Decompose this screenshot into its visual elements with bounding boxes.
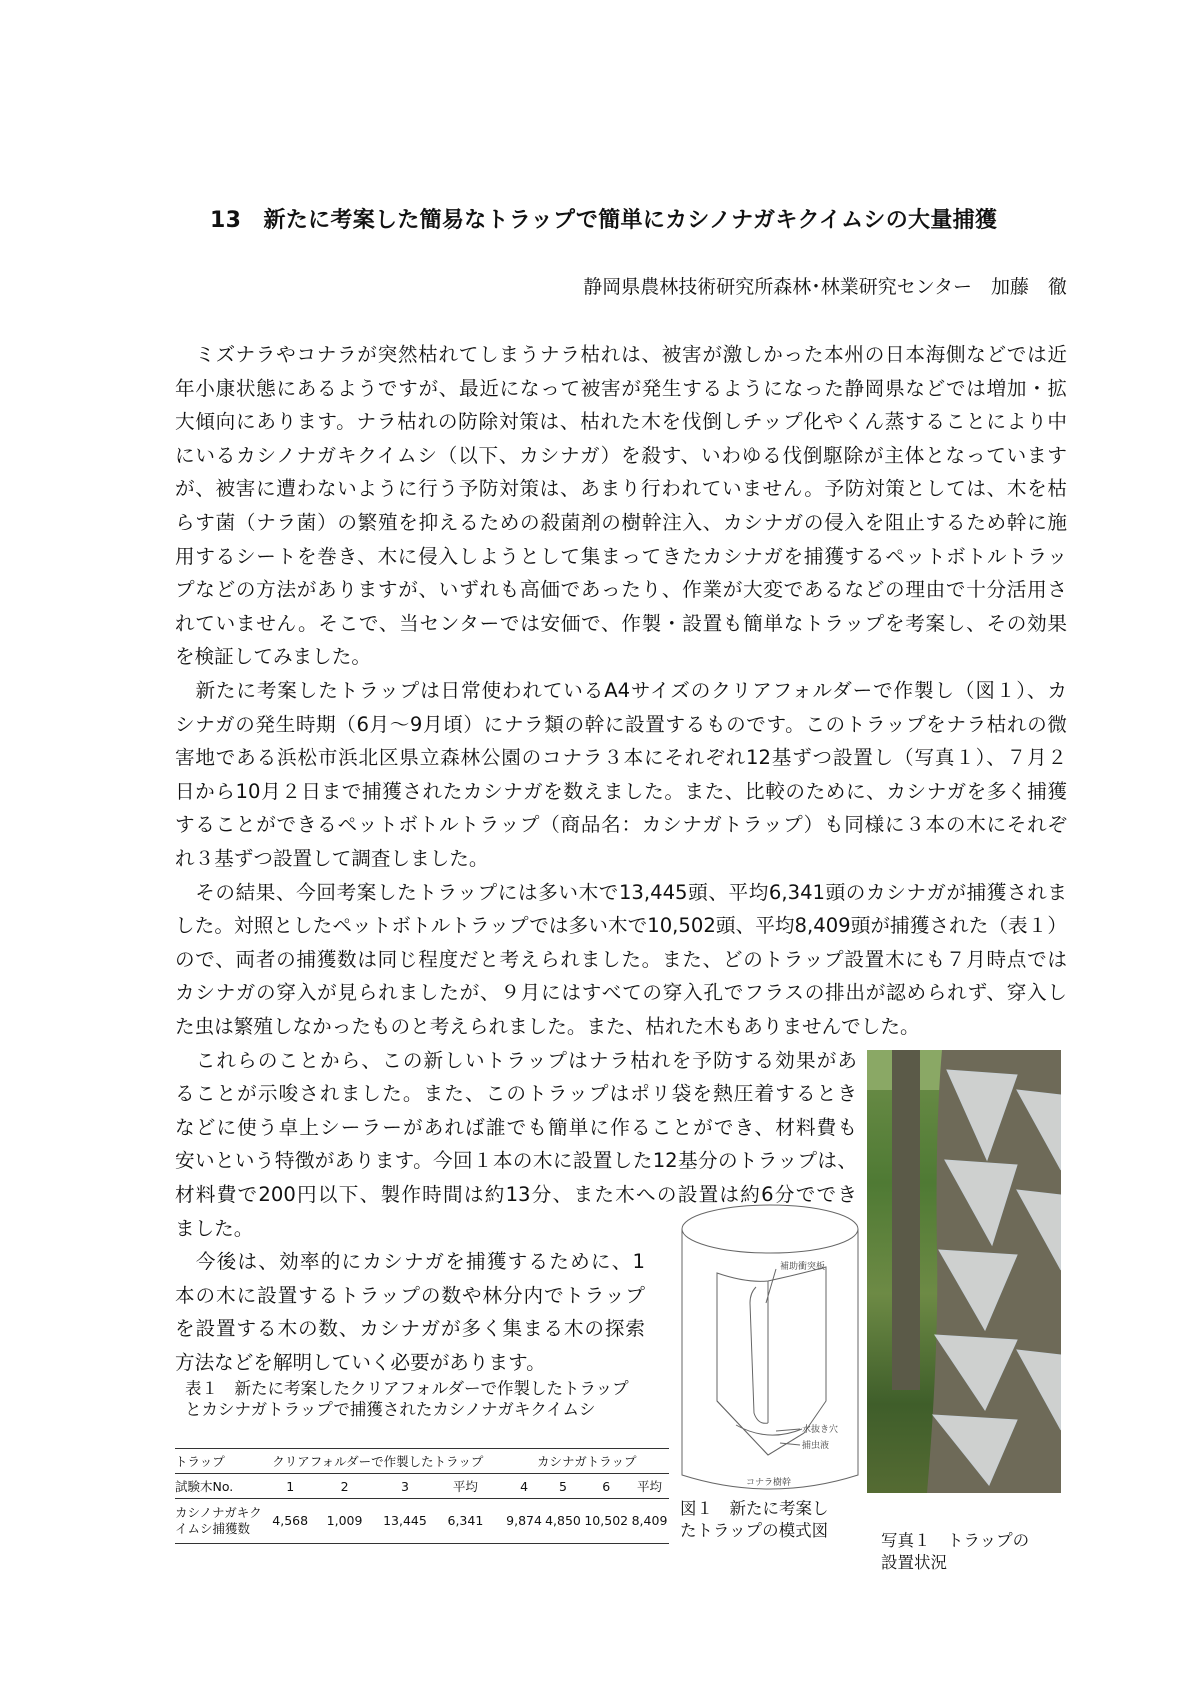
body-text-line: した。対照としたペットボトルトラップでは多い木で10,502頭、平均8,409頭が捕獲された（表１）: [175, 914, 1067, 938]
pointer-line: [780, 1443, 800, 1445]
photo-caption: [881, 1530, 1029, 1574]
body-text-line: ることが示唆されました。また、このトラップはポリ袋を熱圧着するとき: [175, 1082, 857, 1106]
body-text-line: 大傾向にあります。ナラ枯れの防除対策は、枯れた木を伐倒しチップ化やくん蒸することにより中: [175, 410, 1067, 434]
tree-no: 4: [520, 1478, 529, 1494]
count-cell: 1,009: [317, 1499, 371, 1544]
tree-no: 2: [340, 1478, 349, 1494]
body-text-line: らす菌（ナラ菌）の繁殖を抑えるための殺菌剤の樹幹注入、カシナガの侵入を阻止するため幹に施: [175, 511, 1067, 534]
author-affiliation: 静岡県農林技術研究所森林･林業研究センター 加藤 徹: [583, 276, 1067, 298]
body-text-line: これらのことから、この新しいトラップはナラ枯れを予防する効果があ: [175, 1048, 857, 1072]
group-header-kashinaga: カシナガトラップ: [505, 1449, 669, 1474]
body-text-line: れ３基ずつ設置して調査しました。: [175, 847, 489, 870]
body-text-line: が、被害に遭わないように行う予防対策は、あまり行われていません。予防対策としては、木を枯: [175, 477, 1067, 501]
body-text-line: 方法などを解明していく必要があります。: [175, 1351, 546, 1374]
gap: [493, 1474, 505, 1499]
article-title: 13 新たに考案した簡易なトラップで簡単にカシノナガキクイムシの大量捕獲: [210, 208, 998, 233]
col-header-trap: トラップ: [175, 1449, 263, 1474]
label-impact-plate: 補助衝突板: [780, 1262, 826, 1272]
body-text-line: 今後は、効率的にカシナガを捕獲するために、1: [175, 1250, 645, 1274]
count-cell: 6,341: [438, 1499, 492, 1544]
figure-caption-line: たトラップの模式図: [680, 1521, 829, 1540]
body-text-line: シナガの発生時期（6月～9月頃）にナラ類の幹に設置するものです。このトラップをナラ枯れの微: [175, 712, 1067, 736]
impact-plate: [750, 1287, 768, 1423]
tree-no: 6: [602, 1478, 611, 1494]
count-cell: 10,502: [582, 1499, 630, 1544]
tree-no: 平均: [452, 1479, 478, 1494]
photo-caption-line: 設置状況: [881, 1553, 947, 1572]
count-cell: 8,409: [630, 1499, 669, 1544]
row-label-tree-no: 試験木No.: [175, 1479, 234, 1494]
table-caption: [185, 1378, 629, 1420]
funnel: [717, 1401, 804, 1455]
table-caption-line: 表１ 新たに考案したクリアフォルダーで作製したトラップ: [185, 1379, 629, 1398]
body-text-line: を設置する木の数、カシナガが多く集まる木の探索: [175, 1317, 645, 1341]
body-text-line: その結果、今回考案したトラップには多い木で13,445頭、平均6,341頭のカシナガが捕獲されま: [175, 880, 1067, 904]
label-drain-hole: 水抜き穴: [802, 1425, 839, 1435]
body-text-line: 安いという特徴があります。今回１本の木に設置した12基分のトラップは、: [175, 1149, 857, 1173]
body-text-line: 日から10月２日まで捕獲されたカシナガを数えました。また、比較のために、カシナガを多く捕獲: [175, 779, 1067, 803]
body-text-line: 新たに考案したトラップは日常使われているA4サイズのクリアフォルダーで作製し（図１）、カ: [175, 679, 1067, 702]
body-text-line: 用するシートを巻き、木に侵入しようとして集まってきたカシナガを捕獲するペットボトルトラッ: [175, 544, 1067, 568]
figure-caption: [680, 1498, 829, 1542]
body-text-line: 年小康状態にあるようですが、最近になって被害が発生するようになった静岡県などでは増加・拡: [175, 376, 1067, 400]
body-text-line: 本の木に設置するトラップの数や林分内でトラップ: [175, 1283, 645, 1307]
body-text-line: 材料費で200円以下、製作時間は約13分、また木への設置は約6分ででき: [175, 1183, 857, 1206]
trap-installation-photo: [867, 1050, 1061, 1493]
body-text-line: ミズナラやコナラが突然枯れてしまうナラ枯れは、被害が激しかった本州の日本海側などでは近: [175, 343, 1067, 366]
count-cell: 4,850: [544, 1499, 583, 1544]
body-text-line: 害地である浜松市浜北区県立森林公園のコナラ３本にそれぞれ12基ずつ設置し（写真１）、７月２: [175, 746, 1067, 770]
body-text-line: などに使う卓上シーラーがあれば誰でも簡単に作ることができ、材料費も: [175, 1115, 857, 1139]
figure-caption-line: 図１ 新たに考案し: [680, 1499, 829, 1518]
label-liquid: 捕虫液: [802, 1441, 830, 1451]
count-cell: 9,874: [505, 1499, 544, 1544]
tree-no: 1: [286, 1478, 295, 1494]
body-text-line: れていません。そこで、当センターでは安価で、作製・設置も簡単なトラップを考案し、その効果: [175, 611, 1067, 635]
capture-table: [175, 1448, 669, 1544]
body-text-line: にいるカシノナガキクイムシ（以下、カシナガ）を殺す、いわゆる伐倒駆除が主体となっています: [175, 443, 1067, 467]
photo-caption-line: 写真１ トラップの: [881, 1531, 1030, 1550]
count-cell: 13,445: [372, 1499, 438, 1544]
gap: [493, 1499, 505, 1544]
photo-back-tree: [892, 1050, 920, 1390]
body-text-line: を検証してみました。: [175, 645, 371, 669]
body-text-line: た虫は繁殖しなかったものと考えられました。また、枯れた木もありませんでした。: [175, 1015, 920, 1038]
body-text-line: ました。: [175, 1216, 254, 1240]
body-text-line: カシナガの穿入が見られましたが、９月にはすべての穿入孔でフラスの排出が認められず、穿入し: [175, 981, 1067, 1005]
table-caption-line: とカシナガトラップで捕獲されたカシノナガキクイムシ: [185, 1400, 596, 1419]
trunk-outline: [682, 1229, 858, 1489]
group-header-clearfolder: クリアフォルダーで作製したトラップ: [263, 1449, 493, 1474]
tree-no: 3: [401, 1478, 409, 1494]
body-text-line: ので、両者の捕獲数は同じ程度だと考えられました。また、どのトラップ設置木にも７月時点では: [175, 947, 1067, 971]
trap-diagram: [676, 1203, 864, 1493]
row-label-count: カシノナガキクイムシ捕獲数: [175, 1499, 263, 1544]
body-text-line: プなどの方法がありますが、いずれも高価であったり、作業が大変であるなどの理由で十分活用さ: [175, 578, 1067, 602]
body-text-line: することができるペットボトルトラップ（商品名：カシナガトラップ）も同様に３本の木にそれぞ: [175, 813, 1067, 837]
tree-no: 平均: [637, 1479, 663, 1494]
trunk-top-ellipse: [682, 1205, 858, 1253]
count-cell: 4,568: [263, 1499, 317, 1544]
tree-no: 5: [559, 1478, 567, 1494]
label-trunk: コナラ樹幹: [746, 1478, 792, 1488]
gap: [493, 1449, 505, 1474]
